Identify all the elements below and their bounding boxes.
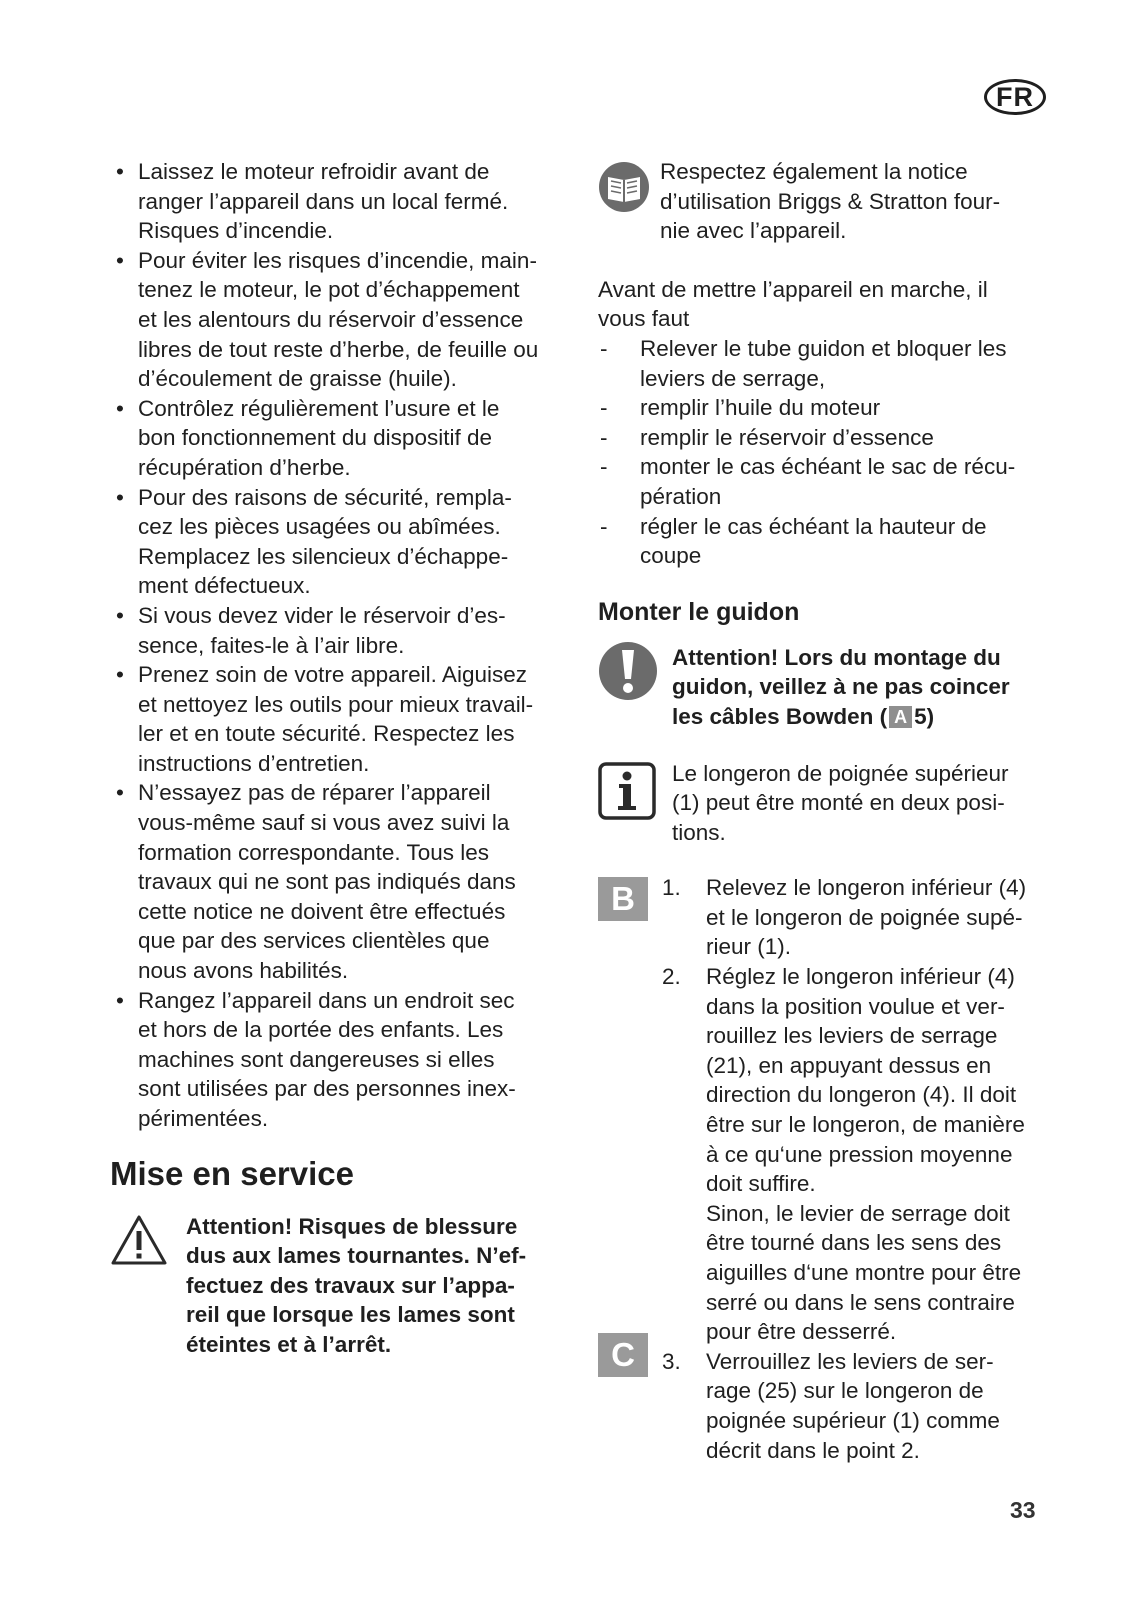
exclamation-icon [598, 641, 672, 709]
text-line: • Rangez l’appareil dans un endroit sec [138, 987, 515, 1013]
text-line: récupération d’herbe. [138, 454, 351, 480]
text-line: et hors de la portée des enfants. Les [138, 1017, 504, 1043]
text-line: - régler le cas échéant la hauteur de [640, 513, 987, 539]
text-line: être sur le longeron, de manière [706, 1112, 1025, 1138]
text-line: coupe [640, 543, 702, 569]
text-line: périmentées. [138, 1106, 269, 1131]
text-line: ler et en toute sécurité. Respectez les [138, 721, 515, 747]
text-line: d’écoulement de graisse (huile). [138, 366, 457, 392]
text-line: et le longeron de poignée supé- [706, 904, 1023, 930]
text-line: Risques d’incendie. [138, 218, 334, 244]
text-line: être tourné dans les sens des [706, 1230, 1002, 1256]
text-line: doit suffire. [706, 1171, 816, 1197]
text-line: éteintes et à l’arrêt. [186, 1331, 392, 1357]
step-number: 2. [662, 964, 681, 990]
text-line: rieur (1). [706, 934, 792, 960]
assembly-steps [598, 873, 1058, 1465]
text-line: serré ou dans le sens contraire [706, 1289, 1015, 1315]
text-line: d’utilisation Briggs & Stratton four- [660, 188, 1001, 214]
text-line: libres de tout reste d’herbe, de feuille ou [138, 336, 539, 362]
text-line: • Pour éviter les risques d’incendie, main- [138, 247, 537, 273]
text-line: rouillez les leviers de serrage [706, 1023, 998, 1049]
text-line: pour être desserré. [706, 1319, 897, 1345]
section-heading-monter-le-guidon: Monter le guidon [598, 597, 800, 626]
step-item [598, 1199, 1058, 1347]
text-line: vous faut [598, 306, 690, 332]
safety-bullet-list [110, 157, 580, 1134]
text-line: bon fonctionnement du dispositif de [138, 425, 492, 451]
text-line: vous-même sauf si vous avez suivi la [138, 810, 510, 836]
text-line: - monter le cas échéant le sac de récu- [640, 454, 1016, 480]
list-item [110, 986, 580, 1134]
text-line: sence, faites-le à l’air libre. [138, 632, 405, 658]
manual-book-icon [598, 161, 660, 221]
text-line: Réglez le longeron inférieur (4) [706, 964, 1015, 990]
text-line: travaux qui ne sont pas indiqués dans [138, 869, 516, 895]
warning-triangle-icon [110, 1214, 186, 1274]
text-line: leviers de serrage, [640, 365, 826, 391]
list-item [110, 157, 580, 246]
text-line: (21), en appuyant dessus en [706, 1052, 992, 1078]
step-number: 3. [662, 1348, 681, 1374]
text-line: • Laissez le moteur refroidir avant de [138, 159, 490, 184]
text-line: • Pour des raisons de sécurité, rempla- [138, 484, 512, 510]
text-line: à ce qu‘une pression moyenne [706, 1141, 1013, 1167]
text-line: (1) peut être monté en deux posi- [672, 790, 1005, 816]
text-line: dus aux lames tournantes. N’ef- [186, 1243, 527, 1269]
list-item [110, 394, 580, 483]
text-line: Sinon, le levier de serrage doit [706, 1200, 1010, 1226]
text-line: • N’essayez pas de réparer l’appareil [138, 780, 491, 806]
list-item [110, 246, 580, 394]
step-item [598, 873, 1058, 962]
book-note-block [598, 157, 1058, 246]
page-number: 33 [1010, 1497, 1036, 1523]
text-line: rage (25) sur le longeron de [706, 1378, 984, 1404]
list-item [598, 452, 1058, 511]
text-line: pération [640, 483, 722, 509]
text-line: Remplacez les silencieux d’échappe- [138, 543, 509, 569]
text-line [672, 702, 1010, 732]
text-line: aiguilles d‘une montre pour être [706, 1260, 1022, 1285]
text-line: - remplir le réservoir d’essence [640, 424, 934, 450]
text-line: et nettoyez les outils pour mieux travail- [138, 691, 534, 717]
intro-text [598, 275, 1058, 334]
text-line: reil que lorsque les lames sont [186, 1302, 515, 1328]
text-line: fectuez des travaux sur l’appa- [186, 1272, 515, 1298]
text-span: guidon, veillez à ne pas coincer [672, 674, 1010, 700]
info-text [672, 759, 1009, 848]
text-span: 5) [914, 703, 935, 729]
book-note-text [660, 157, 1000, 246]
text-line [672, 672, 1010, 702]
text-line: Le longeron de poignée supérieur [672, 760, 1009, 786]
attention-block [598, 643, 1058, 732]
info-block [598, 759, 1058, 848]
warning-block [110, 1212, 580, 1360]
text-line: dans la position voulue et ver- [706, 993, 1005, 1019]
text-line: tenez le moteur, le pot d’échappement [138, 277, 520, 303]
text-line: • Contrôlez régulièrement l’usure et le [138, 395, 500, 421]
text-line: • Prenez soin de votre appareil. Aiguisez [138, 662, 527, 688]
text-span: Attention! Lors du montage du [672, 644, 1001, 670]
left-column [110, 157, 580, 1360]
text-line: nous avons habilités. [138, 958, 349, 984]
text-line [672, 643, 1010, 673]
text-line: ranger l’appareil dans un local fermé. [138, 188, 509, 214]
list-item [598, 334, 1058, 393]
text-line: instructions d’entretien. [138, 750, 370, 776]
step-number: 1. [662, 875, 681, 901]
list-item [110, 660, 580, 778]
info-icon [598, 762, 672, 828]
text-line: cez les pièces usagées ou abîmées. [138, 514, 501, 540]
text-line: poignée supérieur (1) comme [706, 1407, 1000, 1433]
text-line: Verrouillez les leviers de ser- [706, 1348, 994, 1374]
list-item [598, 393, 1058, 423]
text-line: formation correspondante. Tous les [138, 839, 490, 865]
text-line: direction du longeron (4). Il doit [706, 1082, 1017, 1108]
text-line: Relevez le longeron inférieur (4) [706, 875, 1027, 901]
figure-ref-c: C [598, 1333, 648, 1377]
text-line: sont utilisées par des personnes inex- [138, 1076, 516, 1102]
text-line: • Si vous devez vider le réservoir d’es- [138, 602, 506, 628]
text-line: ment défectueux. [138, 573, 311, 599]
list-item [598, 423, 1058, 453]
text-line: décrit dans le point 2. [706, 1437, 920, 1463]
text-line: - remplir l’huile du moteur [640, 395, 881, 421]
text-line: machines sont dangereuses si elles [138, 1046, 495, 1072]
figure-ref-b: B [598, 877, 648, 921]
text-line: nie avec l’appareil. [660, 218, 847, 244]
figure-ref-a: A [889, 706, 912, 728]
text-line: Respectez également la notice [660, 159, 968, 184]
attention-text [672, 643, 1010, 732]
list-item [110, 778, 580, 985]
text-line: - Relever le tube guidon et bloquer les [640, 335, 1007, 361]
step-item [598, 1347, 1058, 1465]
language-badge: FR [984, 79, 1046, 115]
step-item [598, 962, 1058, 1199]
right-column [598, 157, 1058, 1465]
list-item [110, 601, 580, 660]
list-item [598, 512, 1058, 571]
text-line: tions. [672, 819, 726, 845]
text-line: et les alentours du réservoir d’essence [138, 306, 524, 332]
text-line: Avant de mettre l’appareil en marche, il [598, 276, 988, 302]
section-heading-mise-en-service: Mise en service [110, 1154, 354, 1192]
text-line: que par des services clientèles que [138, 928, 490, 954]
text-span: les câbles Bowden ( [672, 703, 888, 729]
text-line: cette notice ne doivent être effectués [138, 898, 506, 924]
warning-text [186, 1212, 526, 1360]
text-line: Attention! Risques de blessure [186, 1213, 518, 1239]
list-item [110, 483, 580, 601]
preparation-list [598, 334, 1058, 571]
